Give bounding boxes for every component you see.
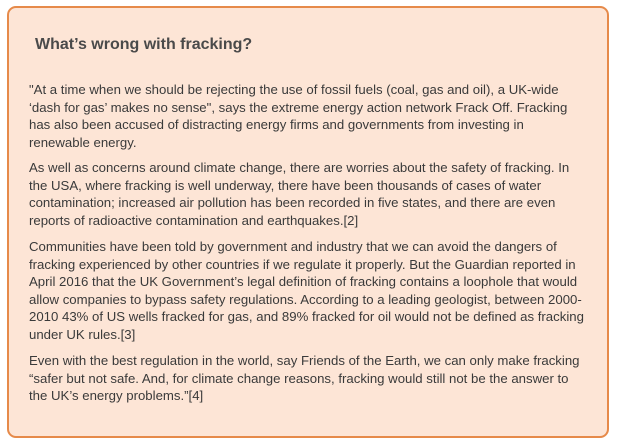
box-title: What’s wrong with fracking? — [35, 36, 253, 53]
paragraph-1: "At a time when we should be rejecting the use of fossil fuels (coal, gas and oil), a UK-wide ‘dash for gas’ makes no sense", says the extreme energy action network Frack Off. Fracking has also been accused of distracting energy firms and governments from investing in renewable energy. — [29, 82, 568, 150]
paragraph-4: Even with the best regulation in the world, say Friends of the Earth, we can only make fracking “safer but not safe. And, for climate change reasons, fracking would still not be the answer to the UK’s energy problems.”[4] — [29, 353, 580, 403]
paragraph-3: Communities have been told by government and industry that we can avoid the dangers of fracking experienced by other countries if we regulate it properly. But the Guardian reported in April 2016 that the UK Government’s legal definition of fracking contains a loophole that would allow companies to bypass safety regulations. According to a leading geologist, between 2000-2010 43% of US wells fracked for gas, and 89% fracked for oil would not be defined as fracking under UK rules.[3] — [29, 239, 584, 342]
paragraph-2: As well as concerns around climate change, there are worries about the safety of fracking. In the USA, where fracking is well underway, there have been thousands of cases of water contamination; increased air pollution has been recorded in five states, and there are even reports of radioactive contamination and earthquakes.[2] — [29, 160, 570, 228]
info-box — [7, 6, 609, 438]
